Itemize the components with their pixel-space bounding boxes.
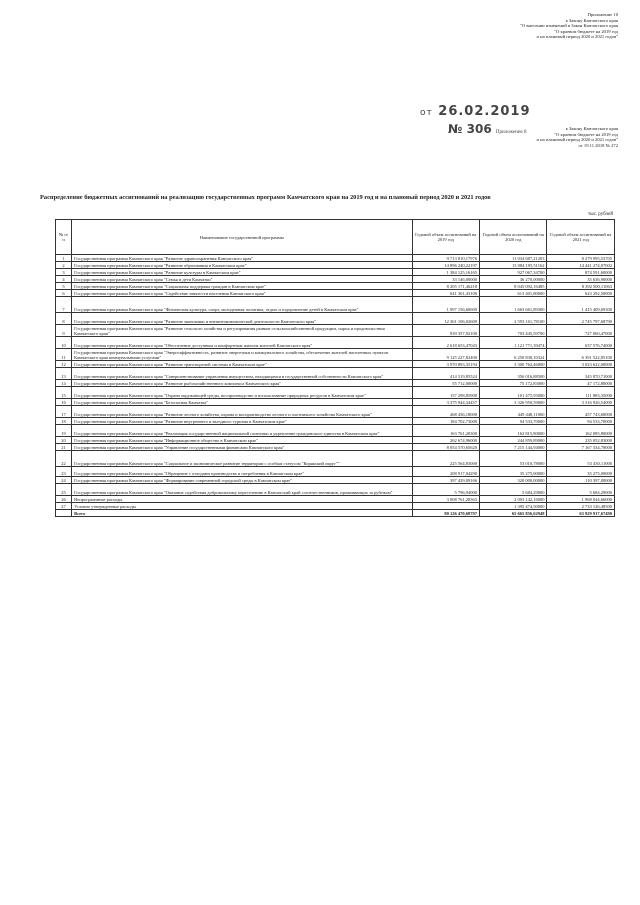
value-2020: 703 445,59700	[480, 325, 547, 337]
value-2021: 345 870,71000	[547, 368, 615, 380]
table-row	[56, 496, 615, 503]
value-2019: 12 361 106,02609	[412, 313, 479, 325]
row-number: 13	[56, 368, 72, 380]
value-2020: 162 815,80000	[480, 425, 547, 437]
value-2020: 36 270,00000	[480, 276, 547, 283]
row-number: 26	[56, 496, 72, 503]
row-number: 4	[56, 276, 72, 283]
row-number: 6	[56, 290, 72, 297]
value-2020: 13 984 195,51162	[480, 262, 547, 269]
table-row	[56, 444, 615, 451]
value-2020: 320 000,00000	[480, 477, 547, 484]
program-name: Государственная программа Камчатского края "Семья и дети Камчатки"	[72, 276, 412, 283]
program-name: Государственная программа Камчатского края "Развитие внутреннего и въездного туризма в Камчатском крае"	[72, 418, 412, 425]
row-number: 2	[56, 262, 72, 269]
program-name: Государственная программа Камчатского края "Развитие образования в Камчатском крае"	[72, 262, 412, 269]
value-2021: 7 167 334,78000	[547, 444, 615, 451]
stamp-number-label: №	[448, 122, 463, 136]
program-name: Государственная программа Камчатского края "Энергоэффективность, развитие энергетики и коммунального хозяйства, обеспечение жителей населенных пунктов Камчатского края коммунальными услугами"	[72, 349, 412, 361]
table-row	[56, 418, 615, 425]
value-2019: 468 436,18000	[412, 406, 479, 418]
program-name: Государственная программа Камчатского края "Формирование современной городской среды в Камчатском крае"	[72, 477, 412, 484]
row-number: 17	[56, 406, 72, 418]
original-header-line: от 19.11.2018 № 272	[578, 142, 618, 148]
value-2019: 262 674,96000	[412, 437, 479, 444]
program-name: Условно утвержденные расходы	[72, 503, 412, 510]
value-2019: 5 796,94000	[412, 484, 479, 496]
value-2020: 2 093 142,16000	[480, 496, 547, 503]
value-2019: 14 896 240,22197	[412, 262, 479, 269]
value-2019: 641 301,43100	[412, 290, 479, 297]
table-row	[56, 276, 615, 283]
row-number: 19	[56, 425, 72, 437]
value-2019: 8 054 570,65620	[412, 444, 479, 451]
table-row	[56, 380, 615, 387]
table-row	[56, 451, 615, 467]
value-2020: 1 663 661,89300	[480, 297, 547, 313]
value-2020: 35 275,00000	[480, 467, 547, 477]
col-2021-header: Годовой объем ассигнований на 2021 год	[547, 220, 615, 255]
value-2019: 55 712,00000	[412, 380, 479, 387]
value-2020: 1 121 771,39474	[480, 337, 547, 349]
value-2020: 101 475,95000	[480, 387, 547, 399]
program-name: Государственная программа Камчатского края "Обеспечение доступным и комфортным жильем жителей Камчатского края"	[72, 337, 412, 349]
value-2019: 9 713 810,17976	[412, 255, 479, 262]
appendix-header-line: "О внесении изменений в Закон Камчатского края	[520, 23, 618, 29]
total-num	[56, 510, 72, 517]
program-name: Государственная программа Камчатского края "Безопасная Камчатка"	[72, 399, 412, 406]
value-2019: 163 761,20300	[412, 425, 479, 437]
value-2019: 1 997 156,60600	[412, 297, 479, 313]
value-2021: 1 968 044,66000	[547, 496, 615, 503]
value-2020: 8 045 092,16485	[480, 283, 547, 290]
row-number: 3	[56, 269, 72, 276]
value-2019: 3 008 761,28363	[412, 496, 479, 503]
value-2021: 874 591,60000	[547, 269, 615, 276]
value-2021: 8 392 500,11063	[547, 283, 615, 290]
value-2021: 637 576,74000	[547, 337, 615, 349]
value-2019: 3 375 944,34457	[412, 399, 479, 406]
appendix-header-line: и на плановый период 2020 и 2021 годов"	[536, 34, 618, 40]
value-2021: 35 636,90000	[547, 276, 615, 283]
program-name: Государственная программа Камчатского края "Совершенствование управления имуществом, находящимся в государственной собственности Камчатского края"	[72, 368, 412, 380]
col-name-header: Наименование государственной программы	[72, 220, 412, 255]
program-name: Государственная программа Камчатского края "Физическая культура, спорт, молодежная политика, отдых и оздоровление детей в Камчатском крае"	[72, 297, 412, 313]
table-row	[56, 477, 615, 484]
table-header-row	[56, 220, 615, 255]
table-row	[56, 399, 615, 406]
program-name: Государственная программа Камчатского края "Охрана окружающей среды, воспроизводство и использование природных ресурсов в Камчатском крае"	[72, 387, 412, 399]
value-2019: 3 970 893,35194	[412, 361, 479, 368]
value-2021: 1 415 409,69300	[547, 297, 615, 313]
stamp-number: 306	[466, 122, 492, 136]
table-row	[56, 262, 615, 269]
value-2021: 8 279 995,53705	[547, 255, 615, 262]
table-row	[56, 361, 615, 368]
value-2021: 14 441 274,07002	[547, 262, 615, 269]
col-2020-header: Годовой объем ассигнований на 2020 год	[480, 220, 547, 255]
value-2019: 157 298,85900	[412, 387, 479, 399]
programs-table	[55, 219, 615, 517]
program-name: Государственная программа Камчатского края "Развитие сельского хозяйства и регулирования рынков сельскохозяйственной продукции, сырья и продовольствия Камчатского края"	[72, 325, 412, 337]
value-2021: 35 275,00000	[547, 467, 615, 477]
value-2020: 53 010,78000	[480, 451, 547, 467]
program-name: Государственная программа Камчатского края "Социальная поддержка граждан в Камчатском крае"	[72, 283, 412, 290]
value-2021: 111 883,35000	[547, 387, 615, 399]
original-header-line: к Закону Камчатского края	[565, 126, 618, 131]
value-2019: 8 205 171,46218	[412, 283, 479, 290]
value-2021: 727 060,47000	[547, 325, 615, 337]
program-name: Государственная программа Камчатского края "Развитие рыбохозяйственного комплекса Камчатского края"	[72, 380, 412, 387]
program-name: Государственная программа Камчатского края "Развитие транспортной системы в Камчатском крае"	[72, 361, 412, 368]
value-2019: 414 319,85524	[412, 368, 479, 380]
row-number: 14	[56, 380, 72, 387]
value-2020: 6 250 838,10324	[480, 349, 547, 361]
program-name: Государственная программа Камчатского края "Содействие занятости населения Камчатского края"	[72, 290, 412, 297]
value-2020: 11 034 687,21203	[480, 255, 547, 262]
row-number: 8	[56, 313, 72, 325]
table-row	[56, 290, 615, 297]
table-body	[56, 255, 615, 517]
value-2021: 53 430,11000	[547, 451, 615, 467]
table-row	[56, 387, 615, 399]
value-2021: 2 745 797,68790	[547, 313, 615, 325]
total-2019: 80 126 470,68797	[412, 510, 479, 517]
program-name: Государственная программа Камчатского края "Развитие здравоохранения Камчатского края"	[72, 255, 412, 262]
row-number: 21	[56, 444, 72, 451]
value-2021: 623 292,50000	[547, 290, 615, 297]
value-2020: 5 684,29000	[480, 484, 547, 496]
row-number: 20	[56, 437, 72, 444]
value-2021: 2 733 126,48500	[547, 503, 615, 510]
row-number: 10	[56, 337, 72, 349]
table-row	[56, 325, 615, 337]
value-2019: 1 384 125,16165	[412, 269, 479, 276]
value-2021: 457 743,68000	[547, 406, 615, 418]
original-appendix-header	[428, 126, 618, 148]
row-number: 9	[56, 325, 72, 337]
value-2020: 94 533,70000	[480, 418, 547, 425]
program-name: Непрограммные расходы	[72, 496, 412, 503]
value-2021: 94 533,70000	[547, 418, 615, 425]
program-name: Государственная программа Камчатского края "Управление государственными финансами Камчатского края"	[72, 444, 412, 451]
col-num-header: № п/п	[56, 220, 72, 255]
stamp-from-label: от	[420, 108, 433, 118]
value-2020: 3 326 950,59000	[480, 399, 547, 406]
row-number: 24	[56, 477, 72, 484]
table-row	[56, 503, 615, 510]
row-number: 22	[56, 451, 72, 467]
value-2021: 3 316 926,54000	[547, 399, 615, 406]
program-name: Государственная программа Камчатского края "Обращение с отходами производства и потребления в Камчатском крае"	[72, 467, 412, 477]
appendix-header-line: Приложение 10	[587, 12, 618, 17]
value-2020: 613 401,80000	[480, 290, 547, 297]
table-row	[56, 337, 615, 349]
row-number: 15	[56, 387, 72, 399]
program-name: Государственная программа Камчатского края "Оказание содействия добровольному переселению в Камчатский край соотечественников, проживающих за рубежом"	[72, 484, 412, 496]
value-2019: 2 618 653,47043	[412, 337, 479, 349]
row-number: 12	[56, 361, 72, 368]
value-2020: 2 593 161,78100	[480, 313, 547, 325]
value-2020: 7 215 144,94000	[480, 444, 547, 451]
row-number: 7	[56, 297, 72, 313]
table-row	[56, 437, 615, 444]
stamp-suffix: Приложение 8	[495, 130, 527, 135]
value-2019: 33 146,00000	[412, 276, 479, 283]
row-number: 5	[56, 283, 72, 290]
value-2021: 6 391 522,85100	[547, 349, 615, 361]
col-2019-header: Годовой объем ассигнований на 2019 год	[412, 220, 479, 255]
value-2021: 5 684,29000	[547, 484, 615, 496]
value-2020: 356 016,88500	[480, 368, 547, 380]
row-number: 23	[56, 467, 72, 477]
program-name: Государственная программа Камчатского края "Развитие лесного хозяйства, охрана и воспроизводство лесного и охотничьего хозяйства Камчатского края"	[72, 406, 412, 418]
original-header-line: и на плановый период 2020 и 2021 годов"	[536, 137, 618, 143]
table-row	[56, 406, 615, 418]
value-2019	[412, 503, 479, 510]
program-name: Государственная программа Камчатского края "Социальное и экономическое развитие территории с особым статусом "Корякский округ""	[72, 451, 412, 467]
value-2021: 162 085,80000	[547, 425, 615, 437]
total-2021: 63 929 917,67490	[547, 510, 615, 517]
table-row	[56, 467, 615, 477]
value-2020: 75 172,83000	[480, 380, 547, 387]
table-row	[56, 297, 615, 313]
total-2020: 65 665 856,62948	[480, 510, 547, 517]
value-2020: 449 448,11000	[480, 406, 547, 418]
row-number: 27	[56, 503, 72, 510]
row-number: 25	[56, 484, 72, 496]
value-2019: 184 702,73000	[412, 418, 479, 425]
original-header-line: "О краевом бюджете на 2019 год	[554, 131, 618, 137]
value-2019: 9 125 227,82400	[412, 349, 479, 361]
value-2019: 939 357,92100	[412, 325, 479, 337]
value-2021: 47 172,80000	[547, 380, 615, 387]
value-2020: 1 395 474,50000	[480, 503, 547, 510]
table-row	[56, 313, 615, 325]
program-name: Государственная программа Камчатского края "Реализация государственной национальной политики и укрепление гражданского единства в Камчатском крае"	[72, 425, 412, 437]
value-2020: 927 067,34700	[480, 269, 547, 276]
total-row	[56, 510, 615, 517]
unit-label: тыс. рублей	[588, 212, 613, 217]
row-number: 11	[56, 349, 72, 361]
row-number: 18	[56, 418, 72, 425]
program-name: Государственная программа Камчатского края "Развитие экономики и внешнеэкономической деятельности Камчатского края"	[72, 313, 412, 325]
appendix-header-line: "О краевом бюджете на 2019 год	[554, 28, 618, 34]
table-row	[56, 368, 615, 380]
row-number: 1	[56, 255, 72, 262]
value-2019: 208 917,04290	[412, 467, 479, 477]
stamp-date: 26.02.2019	[438, 104, 531, 119]
table-row	[56, 425, 615, 437]
table-row	[56, 484, 615, 496]
table-row	[56, 283, 615, 290]
value-2021: 110 397,00000	[547, 477, 615, 484]
table-row	[56, 349, 615, 361]
value-2019: 225 564,83000	[412, 451, 479, 467]
row-number: 16	[56, 399, 72, 406]
document-title: Распределение бюджетных ассигнований на реализацию государственных программ Камчатского края на 2019 год и на плановый период 2020 и 2021 годов	[40, 194, 491, 201]
appendix-header	[378, 12, 618, 40]
table-row	[56, 255, 615, 262]
value-2019: 397 439,09166	[412, 477, 479, 484]
value-2020: 3 300 762,46000	[480, 361, 547, 368]
table-row	[56, 269, 615, 276]
value-2020: 244 859,89000	[480, 437, 547, 444]
value-2021: 235 052,83000	[547, 437, 615, 444]
value-2021: 3 023 622,00000	[547, 361, 615, 368]
appendix-header-line: к Закону Камчатского края	[565, 17, 618, 23]
date-stamp	[420, 104, 531, 119]
total-label: Всего	[72, 510, 412, 517]
program-name: Государственная программа Камчатского края "Развитие культуры в Камчатском крае"	[72, 269, 412, 276]
program-name: Государственная программа Камчатского края "Информационное общество в Камчатском крае"	[72, 437, 412, 444]
